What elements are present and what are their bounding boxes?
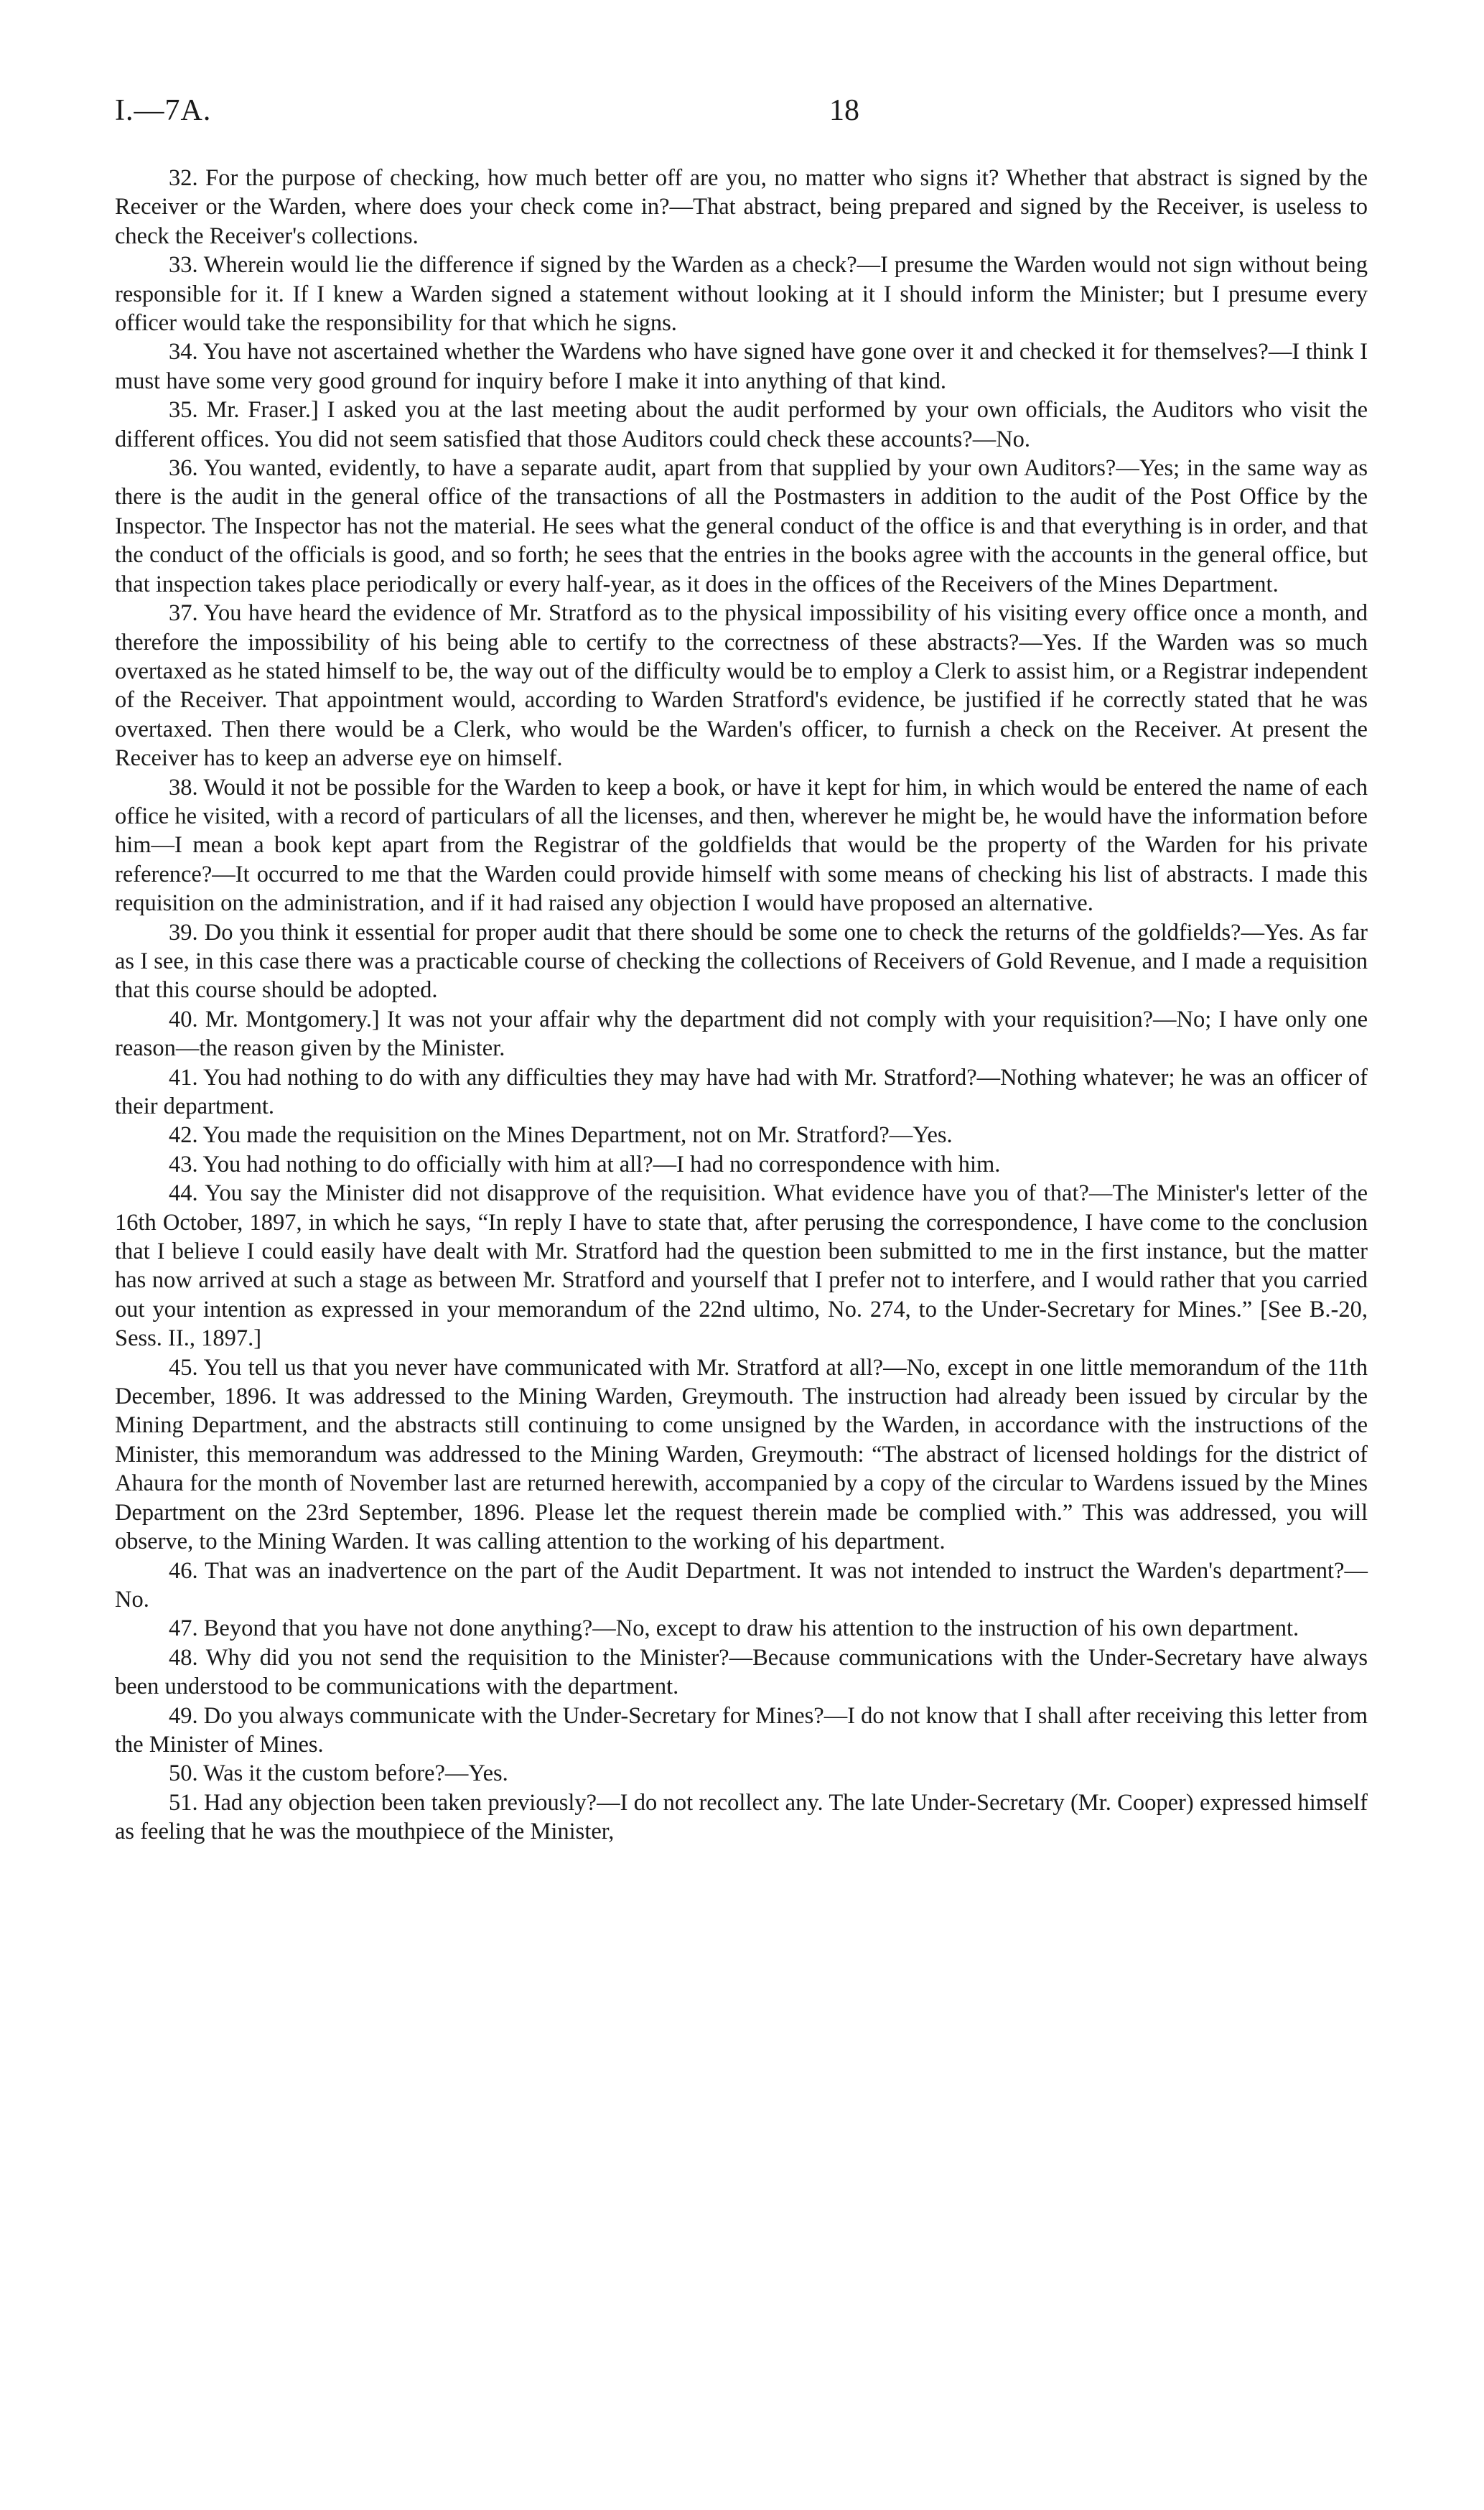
question-number: 45. [169,1354,198,1381]
question-answer-text: You wanted, evidently, to have a separate audit, apart from that supplied by your own Auditors?—Yes; in the same way as there is the audit in the general office of the transactions of all the Postmasters in addition to the audit of the Post Office by the Inspector. The Inspector has not the material. He sees what the general conduct of the office is and that everything is in order, and that the conduct of the officials is good, and so forth; he sees that the entries in the books agree with the accounts in the general office, but that inspection takes place periodically or every half-year, as it does in the offices of the Receivers of the Mines Department. [115,455,1368,597]
page-number: 18 [829,94,859,127]
question-answer-text: You had nothing to do officially with him at all?—I had no correspondence with him. [197,1151,1001,1177]
question-number: 32. [169,165,198,191]
question-number: 44. [169,1180,198,1207]
evidence-paragraph [115,1179,1368,1353]
question-answer-text: ] It was not your affair why the department did not comply with your requisition?—No; I have only one reason—the reason given by the Minister. [115,1006,1368,1062]
evidence-paragraph [115,1353,1368,1557]
evidence-paragraph [115,1150,1368,1179]
page-header [115,93,1364,136]
question-number: 48. [169,1644,198,1671]
question-answer-text: That was an inadvertence on the part of the Audit Department. It was not intended to instruct the Warden's department?—No. [115,1557,1368,1613]
evidence-paragraph [115,599,1368,773]
evidence-paragraph [115,251,1368,337]
evidence-paragraph [115,337,1368,396]
question-number: 49. [169,1702,198,1729]
question-number: 47. [169,1615,198,1642]
evidence-text [115,164,1368,1847]
question-number: 34. [169,339,198,365]
question-number: 41. [169,1064,198,1091]
question-number: 46. [169,1557,198,1584]
evidence-paragraph [115,1702,1368,1760]
question-answer-text: You have heard the evidence of Mr. Stratford as to the physical impossibility of his visiting every office once a month, and therefore the impossibility of his being able to certify to the correctness of these abstracts?—Yes. If the Warden was so much overtaxed as he stated himself to be, the way out of the difficulty would be to employ a Clerk to assist him, or a Registrar independent of the Receiver. That appointment would, according to Warden Stratford's evidence, be justified if he correctly stated that he was overtaxed. Then there would be a Clerk, who would be the Warden's officer, to furnish a check on the Receiver. At present the Receiver has to keep an adverse eye on himself. [115,600,1368,772]
question-answer-text: Was it the custom before?—Yes. [197,1760,508,1787]
question-answer-text: Had any objection been taken previously?—I do not recollect any. The late Under-Secretary (Mr. Cooper) expressed himself as feeling that he was the mouthpiece of the Minister, [115,1789,1368,1845]
evidence-paragraph [115,1614,1368,1643]
question-answer-text: Would it not be possible for the Warden to keep a book, or have it kept for him, in which would be entered the name of each office he visited, with a record of particulars of all the licenses, and then, wherever he might be, he would have the information before him—I mean a book kept apart from the Registrar of the goldfields that would be the property of the Warden for his private reference?—It occurred to me that the Warden could provide himself with some means of checking his list of abstracts. I made this requisition on the administration, and if it had raised any objection I would have proposed an alternative. [115,774,1368,917]
question-number: 50. [169,1760,198,1787]
question-answer-text: For the purpose of checking, how much better off are you, no matter who signs it? Whether that abstract is signed by the Receiver or the Warden, where does your check come in?—That abstract, being prepared and signed by the Receiver, is useless to check the Receiver's collections. [115,165,1368,249]
evidence-paragraph [115,773,1368,918]
question-number: 33. [169,252,198,279]
question-answer-text: You had nothing to do with any difficulties they may have had with Mr. Stratford?—Nothing whatever; he was an officer of their department. [115,1064,1368,1119]
question-answer-text: Why did you not send the requisition to the Minister?—Because communications with the Under-Secretary have always been understood to be communications with the department. [115,1644,1368,1700]
evidence-paragraph [115,164,1368,251]
question-number: 39. [169,919,198,946]
question-answer-text: ] I asked you at the last meeting about the audit performed by your own officials, the Auditors who visit the different offices. You did not seem satisfied that those Auditors could check these accounts?—No. [115,397,1368,452]
question-number: 42. [169,1122,198,1149]
question-number: 38. [169,774,198,801]
evidence-paragraph [115,1759,1368,1788]
parliamentary-paper-reference: I.—7A. [115,94,212,127]
question-number: 51. [169,1789,198,1816]
question-answer-text: Wherein would lie the difference if signed by the Warden as a check?—I presume the Warden would not sign without being responsible for it. If I knew a Warden signed a statement without looking at it I should inform the Minister; but I presume every officer would take the responsibility for that which he signs. [115,252,1368,337]
evidence-paragraph [115,1005,1368,1063]
question-answer-text: Do you always communicate with the Under-Secretary for Mines?—I do not know that I shall after receiving this letter from the Minister of Mines. [115,1702,1368,1758]
question-number: 43. [169,1151,198,1177]
question-answer-text: You made the requisition on the Mines Department, not on Mr. Stratford?—Yes. [197,1122,953,1149]
evidence-paragraph [115,396,1368,454]
evidence-paragraph [115,1063,1368,1121]
evidence-paragraph [115,1557,1368,1615]
evidence-paragraph [115,1788,1368,1847]
question-answer-text: You have not ascertained whether the Wardens who have signed have gone over it and checked it for themselves?—I think I must have some very good ground for inquiry before I make it into anything of that kind. [115,339,1368,394]
question-answer-text: You say the Minister did not disapprove of the requisition. What evidence have you of that?—The Minister's letter of the 16th October, 1897, in which he says, “In reply I have to state that, after perusing the correspondence, I have come to the conclusion that I believe I could easily have dealt with Mr. Stratford had the question been submitted to me in the first instance, but the matter has now arrived at such a stage as between Mr. Stratford and yourself that I prefer not to interfere, and I would rather that you carried out your intention as expressed in your memorandum of the 22nd ultimo, No. 274, to the Under-Secretary for Mines.” [See B.-20, Sess. II., 1897.] [115,1180,1368,1352]
question-number: 36. [169,455,198,482]
question-answer-text: Do you think it essential for proper audit that there should be some one to check the returns of the goldfields?—Yes. As far as I see, in this case there was a practicable course of checking the collections of Receivers of Gold Revenue, and I made a requisition that this course should be adopted. [115,919,1368,1004]
question-number: 35. [169,397,198,424]
evidence-paragraph [115,1643,1368,1702]
speaker-name: Mr. Montgomery. [205,1006,372,1032]
speaker-name: Mr. Fraser. [206,397,311,424]
question-answer-text: Beyond that you have not done anything?—No, except to draw his attention to the instruction of his own department. [197,1615,1299,1642]
question-number: 40. [169,1006,198,1032]
evidence-paragraph [115,918,1368,1005]
evidence-paragraph [115,454,1368,599]
evidence-paragraph [115,1121,1368,1149]
question-answer-text: You tell us that you never have communicated with Mr. Stratford at all?—No, except in one little memorandum of the 11th December, 1896. It was addressed to the Mining Warden, Greymouth. The instruction had already been issued by circular by the Mining Department, and the abstracts still continuing to come unsigned by the Warden, in accordance with the instructions of the Minister, this memorandum was addressed to the Mining Warden, Greymouth: “The abstract of licensed holdings for the district of Ahaura for the month of November last are returned herewith, accompanied by a copy of the circular to Wardens issued by the Mines Department on the 23rd September, 1896. Please let the request therein made be complied with.” This was addressed, you will observe, to the Mining Warden. It was calling attention to the working of his department. [115,1354,1368,1555]
question-number: 37. [169,600,198,627]
